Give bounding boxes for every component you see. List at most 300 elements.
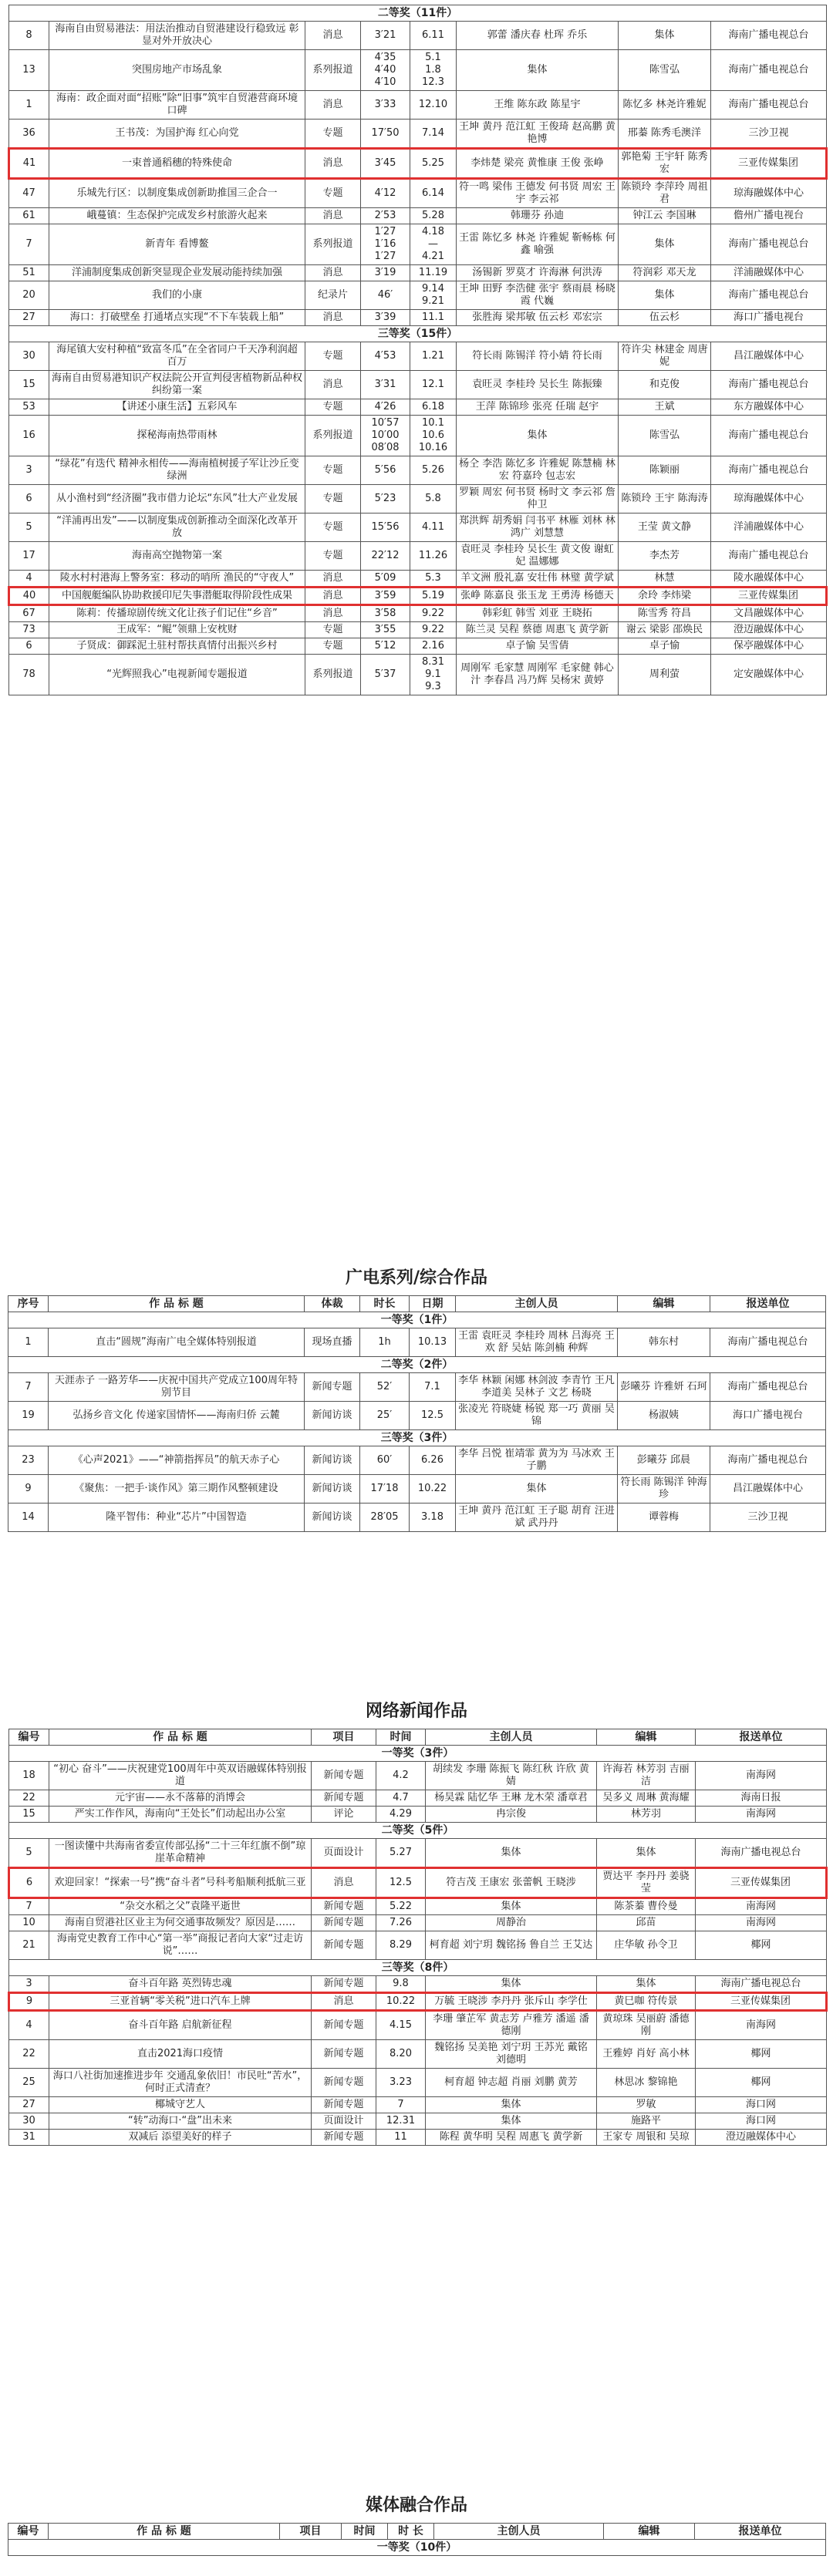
column-header: 体裁 [305, 1296, 360, 1312]
table-row [9, 456, 827, 485]
table-cell: 新闻专题 [312, 2040, 376, 2069]
table-cell: 符一鸣 梁伟 王德发 何书贤 周宏 王宇 李云祁 [457, 179, 619, 208]
table-cell: 新闻访谈 [305, 1446, 360, 1475]
table-cell: 陈莉：传播琼剧传统文化让孩子们记住“乡音” [49, 605, 305, 622]
table-cell: “绿花”有迭代 精神永相传——海南植树援子军让沙丘变绿洲 [49, 456, 305, 485]
table-cell: 施路平 [597, 2113, 696, 2130]
table-cell: 南海网 [696, 1762, 827, 1790]
table-cell: 陈锁玲 王宇 陈海涛 [619, 485, 711, 514]
column-header: 编辑 [618, 1296, 710, 1312]
table-cell: 李华 吕悦 崔靖霏 黄为为 马冰欢 王子鹏 [456, 1446, 618, 1475]
table-cell: 陈兰灵 吴程 蔡德 周惠飞 黄学新 [457, 622, 619, 638]
table-cell: 中国舰艇编队协助救援印尼失事潜艇取得阶段性成果 [49, 588, 305, 605]
table-cell: 集体 [426, 2097, 597, 2113]
table-cell: 子贤成：御踩泥土驻村帮扶真情付出振兴乡村 [49, 638, 305, 655]
table-cell: 6 [9, 1868, 49, 1898]
column-header: 项目 [280, 2524, 342, 2540]
table-cell: 页面设计 [312, 1839, 376, 1868]
table-row [9, 208, 827, 224]
table-row [9, 2069, 827, 2097]
table-cell: 洋浦融媒体中心 [711, 265, 827, 281]
table-cell: 25′ [360, 1402, 410, 1430]
column-header: 编号 [8, 2524, 49, 2540]
table-cell: 5.3 [410, 571, 457, 588]
table-cell: 46′ [361, 281, 410, 310]
table-cell: 18 [9, 1762, 49, 1790]
table-cell: 儋州广播电视台 [711, 208, 827, 224]
table-row [9, 1993, 827, 2011]
table-cell: 保亭融媒体中心 [711, 638, 827, 655]
table-cell: 海南：政企面对面“招账”除“旧事”筑牢自贸港营商环境口碑 [49, 91, 305, 120]
table-cell: 4′12 [361, 179, 410, 208]
table-cell: 9 [8, 1475, 49, 1504]
table-cell: 澄迈融媒体中心 [696, 2130, 827, 2146]
table-cell: 新闻专题 [312, 1790, 376, 1807]
table-cell: 4.15 [376, 2011, 426, 2040]
table-cell: 罗敏 [597, 2097, 696, 2113]
table-row [9, 1790, 827, 1807]
table-cell: 李杰芳 [619, 542, 711, 571]
column-header: 作 品 标 题 [49, 1729, 312, 1746]
table-cell: 12.10 [410, 91, 457, 120]
table-cell: 1h [360, 1328, 410, 1357]
column-header: 项目 [312, 1729, 376, 1746]
table-cell: 椰城守艺人 [49, 2097, 312, 2113]
table-cell: 海口：打破壁垒 打通堵点实现“不下车装载上船” [49, 310, 305, 326]
table-row [9, 342, 827, 371]
table-cell: 从小渔村到“经济圈”我市借力论坛“东风”壮大产业发展 [49, 485, 305, 514]
table-cell: 三沙卫视 [710, 1504, 826, 1532]
table-cell: 韩东村 [618, 1328, 710, 1357]
table-row [9, 22, 827, 50]
table-cell: 41 [9, 149, 49, 179]
table-cell: 集体 [457, 50, 619, 91]
table-cell: 洋浦融媒体中心 [711, 514, 827, 542]
table-cell: 海南广播电视总台 [696, 1976, 827, 1993]
table-cell: 23 [8, 1446, 49, 1475]
table-row [8, 1373, 826, 1402]
table-cell: 海南广播电视总台 [711, 542, 827, 571]
column-header: 编辑 [597, 1729, 696, 1746]
table-cell: 系列报道 [305, 655, 361, 695]
table-cell: 3′55 [361, 622, 410, 638]
table-cell: 海南广播电视总台 [711, 371, 827, 399]
table-cell: 25 [9, 2069, 49, 2097]
table-row [9, 605, 827, 622]
table-cell: 符长雨 陈锡洋 符小婧 符长雨 [457, 342, 619, 371]
table-cell: 南海网 [696, 2011, 827, 2040]
table-cell: 王坤 黄丹 范江虹 王俊琦 赵高鹏 黄艳博 [457, 120, 619, 149]
table-cell: 魏铭扬 吴美艳 刘宁玥 王苏光 戴铭 刘德明 [426, 2040, 597, 2069]
table-cell: 73 [9, 622, 49, 638]
column-header: 主创人员 [434, 2524, 604, 2540]
table-cell: 5.26 [410, 456, 457, 485]
table-cell: 韩彩虹 韩雪 刘亚 王晓拓 [457, 605, 619, 622]
table-cell: 专题 [305, 120, 361, 149]
table-cell: 8.29 [376, 1931, 426, 1960]
table-cell: “转”动海口·“盘”出未来 [49, 2113, 312, 2130]
table-cell: 集体 [457, 416, 619, 456]
table-cell: 海南广播电视总台 [711, 281, 827, 310]
table-cell: 李珊 肇芷军 黄志芳 卢雅芳 潘遥 潘德刚 [426, 2011, 597, 2040]
table-cell: 专题 [305, 456, 361, 485]
table-cell: 消息 [305, 265, 361, 281]
table-row [9, 310, 827, 326]
table-cell: 新闻专题 [312, 1898, 376, 1915]
table-cell: 杨淑姨 [618, 1402, 710, 1430]
table-cell: 王莹 黄文静 [619, 514, 711, 542]
table-cell: 王斌 [619, 399, 711, 416]
table-cell: 柯育超 刘宁玥 魏铭扬 鲁自兰 王艾达 [426, 1931, 597, 1960]
award-tier-heading: 一等奖（10件） [8, 2540, 826, 2556]
table-cell: 隆平智伟：种业“芯片”中国智造 [49, 1504, 305, 1532]
table-row [8, 1328, 826, 1357]
table-cell: 海南广播电视总台 [710, 1373, 826, 1402]
table-cell: 林芳羽 [597, 1807, 696, 1823]
table-cell: 消息 [305, 588, 361, 605]
table-cell: 新闻专题 [312, 2130, 376, 2146]
table-cell: 消息 [312, 1868, 376, 1898]
column-header: 时长 [360, 1296, 410, 1312]
table-cell: 集体 [597, 1976, 696, 1993]
table-cell: 4 [9, 571, 49, 588]
table-cell: 17′18 [360, 1475, 410, 1504]
table-cell: 2′53 [361, 208, 410, 224]
table-cell: 1 [9, 91, 49, 120]
table-cell: 陈雪弘 [619, 50, 711, 91]
table-cell: 专题 [305, 485, 361, 514]
table-cell: 袁旺灵 李桂玲 吴长生 陈振臻 [457, 371, 619, 399]
table-cell: 7 [376, 2097, 426, 2113]
table-cell: 张峥 陈嘉良 张玉龙 王勇涛 杨德天 [457, 588, 619, 605]
table-cell: 伍云杉 [619, 310, 711, 326]
table-cell: 52′ [360, 1373, 410, 1402]
table-row [9, 2040, 827, 2069]
table-row [9, 224, 827, 265]
table-cell: 王维 陈东政 陈星宇 [457, 91, 619, 120]
table-row [8, 1402, 826, 1430]
table-cell: 5.25 [410, 149, 457, 179]
cat2-title: 广电系列/综合作品 [345, 1268, 488, 1288]
table-cell: 三亚传媒集团 [711, 149, 827, 179]
table-cell: 新闻专题 [312, 1976, 376, 1993]
table-row [9, 281, 827, 310]
table-cell: 消息 [305, 149, 361, 179]
table-cell: 王雅婷 肖好 高小林 [597, 2040, 696, 2069]
table-row [9, 2011, 827, 2040]
table-row [9, 265, 827, 281]
table-cell: 奋斗百年路 英烈铸忠魂 [49, 1976, 312, 1993]
table-cell: 黄琼珠 吴丽蔚 潘德刚 [597, 2011, 696, 2040]
table-cell: 专题 [305, 342, 361, 371]
table-cell: 17 [9, 542, 49, 571]
table-cell: 峨蔓镇：生态保护完成发乡村旅游火起来 [49, 208, 305, 224]
table-row [9, 1898, 827, 1915]
table-cell: 消息 [305, 91, 361, 120]
table-cell: 6.26 [410, 1446, 456, 1475]
table-cell: 直击2021海口疫情 [49, 2040, 312, 2069]
table-cell: 探秘海南热带雨林 [49, 416, 305, 456]
table-cell: 31 [9, 2130, 49, 2146]
table-row [9, 371, 827, 399]
table-cell: 新闻专题 [312, 1915, 376, 1931]
table-cell: 邱苗 [597, 1915, 696, 1931]
table-cell: 11.26 [410, 542, 457, 571]
table-row [9, 120, 827, 149]
online-news-section [8, 1729, 825, 2146]
column-header: 日期 [410, 1296, 456, 1312]
table-cell: 3′58 [361, 605, 410, 622]
table-cell: 一束普通稻穗的特殊使命 [49, 149, 305, 179]
table-cell: 8.31 9.1 9.3 [410, 655, 457, 695]
table-cell: 卓子愉 [619, 638, 711, 655]
table-cell: 7 [9, 1898, 49, 1915]
media-fusion-table [8, 2523, 826, 2556]
tv-awards-table-section [8, 5, 825, 695]
table-cell: 王萍 陈锦珍 张亮 任瑞 赵宇 [457, 399, 619, 416]
award-tier-heading: 一等奖（1件） [8, 1312, 826, 1328]
table-cell: “杂交水稻之父”袁隆平逝世 [49, 1898, 312, 1915]
table-cell: 彭曦芬 许雅妍 石珂 [618, 1373, 710, 1402]
table-cell: 10 [9, 1915, 49, 1931]
column-header: 主创人员 [426, 1729, 597, 1746]
column-header: 编号 [9, 1729, 49, 1746]
table-cell: 3.23 [376, 2069, 426, 2097]
table-cell: 新闻访谈 [305, 1504, 360, 1532]
table-cell: 林慧 [619, 571, 711, 588]
table-cell: 专题 [305, 638, 361, 655]
award-tier-heading: 三等奖（3件） [8, 1430, 826, 1446]
cat4-title: 媒体融合作品 [365, 2495, 467, 2515]
table-cell: 新青年 看博鳌 [49, 224, 305, 265]
table-row [9, 1976, 827, 1993]
table-cell: 消息 [305, 571, 361, 588]
table-cell: 12.1 [410, 371, 457, 399]
table-cell: 海口广播电视台 [711, 310, 827, 326]
table-cell: 新闻专题 [312, 1931, 376, 1960]
table-cell: 郑洪辉 胡秀娟 闫书平 林雁 刘林 林鸿广 刘慧慧 [457, 514, 619, 542]
table-cell: 陈雪秀 符昌 [619, 605, 711, 622]
table-cell: 南海网 [696, 1898, 827, 1915]
table-cell: 陵水村村港海上警务室：移动的哨所 渔民的“守夜人” [49, 571, 305, 588]
table-cell: 吴多义 周琳 黄海耀 [597, 1790, 696, 1807]
column-header: 主创人员 [456, 1296, 618, 1312]
table-cell: 集体 [426, 1976, 597, 1993]
table-cell: 我们的小康 [49, 281, 305, 310]
table-cell: 5′37 [361, 655, 410, 695]
table-cell: 页面设计 [312, 2113, 376, 2130]
table-cell: 集体 [619, 281, 711, 310]
table-cell: 5.19 [410, 588, 457, 605]
table-cell: 3′19 [361, 265, 410, 281]
table-cell: 5′23 [361, 485, 410, 514]
table-row [9, 416, 827, 456]
table-cell: 林思冰 黎锦艳 [597, 2069, 696, 2097]
table-cell: 集体 [619, 224, 711, 265]
table-cell: 3′21 [361, 22, 410, 50]
column-header: 作 品 标 题 [49, 2524, 280, 2540]
table-cell: 陈忆多 林尧许雅妮 [619, 91, 711, 120]
table-cell: 4.7 [376, 1790, 426, 1807]
table-cell: 海南广播电视总台 [711, 22, 827, 50]
table-row [9, 149, 827, 179]
table-cell: 周刚军 毛家慧 周刚军 毛家健 韩心汁 李春昌 冯乃辉 吴杨宋 黄婷 [457, 655, 619, 695]
table-cell: 1.21 [410, 342, 457, 371]
column-header: 报送单位 [696, 1729, 827, 1746]
table-cell: 海南自由贸易港法：用法治推动自贸港建设行稳致远 彰显对外开放决心 [49, 22, 305, 50]
table-cell: 1 [8, 1328, 49, 1357]
table-cell: 三亚传媒集团 [711, 588, 827, 605]
table-cell: 符润彩 邓天龙 [619, 265, 711, 281]
table-cell: 消息 [312, 1993, 376, 2011]
table-cell: 7 [8, 1373, 49, 1402]
table-row [9, 1931, 827, 1960]
table-cell: 5 [9, 514, 49, 542]
table-row [9, 514, 827, 542]
table-cell: 王雷 陈忆多 林尧 许雅妮 靳畅栋 何鑫 喻强 [457, 224, 619, 265]
table-cell: 5.28 [410, 208, 457, 224]
table-cell: 22 [9, 2040, 49, 2069]
table-cell: 67 [9, 605, 49, 622]
table-cell: 三沙卫视 [711, 120, 827, 149]
table-cell: 集体 [426, 2113, 597, 2130]
table-cell: 7.26 [376, 1915, 426, 1931]
table-cell: 贾达平 李丹丹 姜骁莹 [597, 1868, 696, 1898]
table-cell: 4′35 4′40 4′10 [361, 50, 410, 91]
table-cell: 78 [9, 655, 49, 695]
column-header: 序号 [8, 1296, 49, 1312]
media-fusion-section [8, 2523, 825, 2556]
table-cell: 3′59 [361, 588, 410, 605]
table-cell: 5.1 1.8 12.3 [410, 50, 457, 91]
table-cell: 4.18 — 4.21 [410, 224, 457, 265]
table-row [9, 1868, 827, 1898]
table-row [9, 399, 827, 416]
table-cell: 陈程 黄华明 吴程 周惠飞 黄学新 [426, 2130, 597, 2146]
table-cell: 海口八社街加速推进步年 交通乱象依旧！市民吐“苦水”，何时正式清查？ [49, 2069, 312, 2097]
table-row [9, 50, 827, 91]
table-cell: 6.14 [410, 179, 457, 208]
table-cell: 集体 [597, 1839, 696, 1868]
table-cell: 袁旺灵 李桂玲 吴长生 黄文俊 谢虹妃 温娜娜 [457, 542, 619, 571]
table-cell: 4.2 [376, 1762, 426, 1790]
table-cell: 天涯赤子 一路芳华——庆祝中国共产党成立100周年特别节目 [49, 1373, 305, 1402]
column-header: 时 长 [388, 2524, 434, 2540]
column-header: 作 品 标 题 [49, 1296, 305, 1312]
table-cell: 定安融媒体中心 [711, 655, 827, 695]
table-cell: 5′12 [361, 638, 410, 655]
table-cell: 专题 [305, 542, 361, 571]
table-cell: 杨仝 李浩 陈忆多 许雅妮 陈慧楠 林宏 符嘉玲 包志宏 [457, 456, 619, 485]
table-cell: 系列报道 [305, 50, 361, 91]
table-cell: 海南广播电视总台 [711, 91, 827, 120]
table-cell: 5.8 [410, 485, 457, 514]
table-row [9, 1839, 827, 1868]
table-cell: 纪录片 [305, 281, 361, 310]
table-row [9, 622, 827, 638]
table-cell: 元宇宙——永不落幕的消博会 [49, 1790, 312, 1807]
table-cell: 21 [9, 1931, 49, 1960]
table-cell: 新闻专题 [312, 2011, 376, 2040]
tv-awards-table [8, 5, 828, 695]
table-cell: 3′45 [361, 149, 410, 179]
table-cell: 消息 [305, 371, 361, 399]
table-cell: 5′09 [361, 571, 410, 588]
table-row [9, 179, 827, 208]
table-cell: 15′56 [361, 514, 410, 542]
table-cell: 陈锁玲 李萍玲 周祖君 [619, 179, 711, 208]
table-cell: 19 [8, 1402, 49, 1430]
table-cell: 陈雪弘 [619, 416, 711, 456]
table-cell: 集体 [619, 22, 711, 50]
table-cell: 22′12 [361, 542, 410, 571]
table-cell: 40 [9, 588, 49, 605]
table-cell: 王坤 田野 李浩健 张宇 蔡雨晨 杨晓霞 代巍 [457, 281, 619, 310]
table-cell: 4.11 [410, 514, 457, 542]
table-row [9, 655, 827, 695]
table-cell: 消息 [305, 22, 361, 50]
table-cell: 杨昊霖 陆忆华 王琳 龙木荣 潘章君 [426, 1790, 597, 1807]
table-cell: 王雷 袁旺灵 李桂玲 周林 吕海亮 王欢 舒 吴姑 陈剑楠 种辉 [456, 1328, 618, 1357]
table-cell: 8 [9, 22, 49, 50]
table-cell: 谢云 梁影 邵焕民 [619, 622, 711, 638]
table-cell: 陵水融媒体中心 [711, 571, 827, 588]
table-row [9, 1915, 827, 1931]
table-cell: 海南自由贸易港知识产权法院公开宣判侵害植物新品种权纠纷第一案 [49, 371, 305, 399]
table-cell: 10.1 10.6 10.16 [410, 416, 457, 456]
table-cell: 3′33 [361, 91, 410, 120]
table-cell: 突围房地产市场乱象 [49, 50, 305, 91]
table-cell: 严实工作作风，海南向“王处长”们动起出办公室 [49, 1807, 312, 1823]
table-cell: 澄迈融媒体中心 [711, 622, 827, 638]
table-cell: 13 [9, 50, 49, 91]
table-cell: 东方融媒体中心 [711, 399, 827, 416]
table-row [9, 91, 827, 120]
table-row [9, 485, 827, 514]
table-cell: 琼海融媒体中心 [711, 485, 827, 514]
table-cell: 陈颖丽 [619, 456, 711, 485]
table-cell: 海南广播电视总台 [711, 50, 827, 91]
award-tier-heading: 三等奖（15件） [9, 326, 827, 342]
table-cell: 4′53 [361, 342, 410, 371]
table-cell: 53 [9, 399, 49, 416]
table-cell: 椰网 [696, 1931, 827, 1960]
table-cell: 3′39 [361, 310, 410, 326]
table-cell: 南海网 [696, 1807, 827, 1823]
table-cell: 椰网 [696, 2069, 827, 2097]
award-tier-heading: 三等奖（8件） [9, 1960, 827, 1976]
broadcast-series-table [8, 1295, 826, 1532]
table-cell: 27 [9, 2097, 49, 2113]
table-cell: 5.22 [376, 1898, 426, 1915]
table-cell: 14 [8, 1504, 49, 1532]
table-cell: 4 [9, 2011, 49, 2040]
table-cell: 三亚传媒集团 [696, 1993, 827, 2011]
table-cell: 黄巳咖 符传景 [597, 1993, 696, 2011]
table-cell: 6 [9, 485, 49, 514]
award-tier-heading: 二等奖（5件） [9, 1823, 827, 1839]
table-cell: 羊文洲 殷礼嘉 安壮伟 林璧 黄学斌 [457, 571, 619, 588]
broadcast-series-section [8, 1295, 825, 1532]
table-cell: 新闻访谈 [305, 1402, 360, 1430]
table-row [9, 638, 827, 655]
table-row [8, 1446, 826, 1475]
table-cell: 7 [9, 224, 49, 265]
table-cell: 6.11 [410, 22, 457, 50]
table-cell: 20 [9, 281, 49, 310]
table-cell: 陈茶蓁 曹伶曼 [597, 1898, 696, 1915]
table-cell: 奋斗百年路 启航新征程 [49, 2011, 312, 2040]
